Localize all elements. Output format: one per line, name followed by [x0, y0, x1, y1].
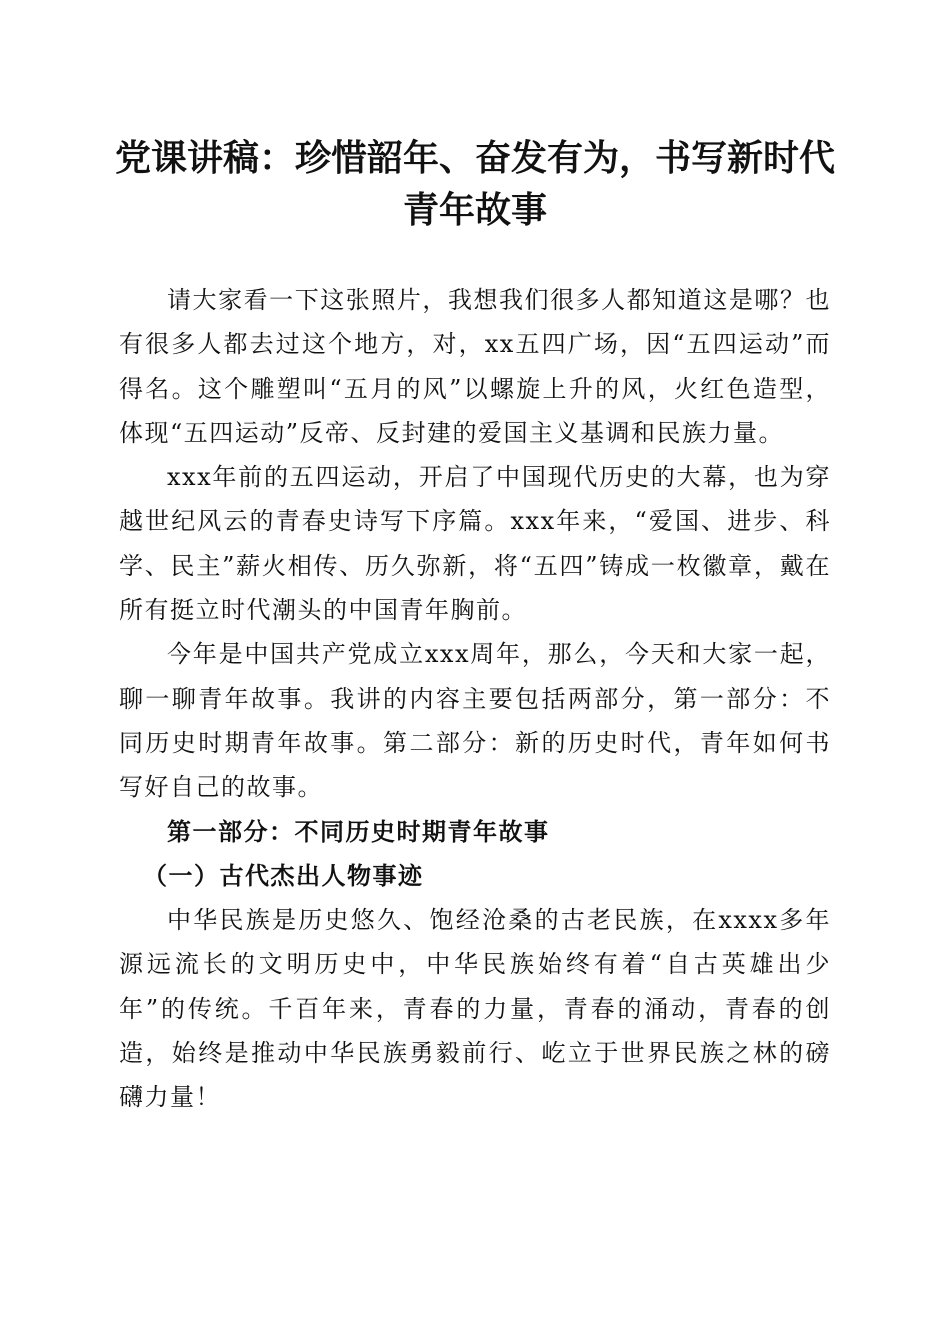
paragraph-intro: 请大家看一下这张照片，我想我们很多人都知道这是哪？也有很多人都去过这个地方，对，xx五四广场，因“五四运动”而得名。这个雕塑叫“五月的风”以螺旋上升的风，火红色造型，体现“五四运动”反帝、反封建的爱国主义基调和民族力量。: [119, 286, 831, 447]
paragraph-topic: 今年是中国共产党成立xxx周年，那么，今天和大家一起，聊一聊青年故事。我讲的内容主要包括两部分，第一部分：不同历史时期青年故事。第二部分：新的历史时代，青年如何书写好自己的故事。: [119, 640, 831, 802]
section-heading: 第一部分：不同历史时期青年故事: [167, 816, 550, 846]
paragraph-may-fourth: xxx年前的五四运动，开启了中国现代历史的大幕，也为穿越世纪风云的青春史诗写下序篇。xxx年来，“爱国、进步、科学、民主”薪火相传、历久弥新，将“五四”铸成一枚徽章，戴在所有挺立时代潮头的中国青年胸前。: [119, 463, 831, 625]
document-body: [119, 278, 831, 1120]
document-title: 党课讲稿：珍惜韶年、奋发有为，书写新时代青年故事: [114, 137, 835, 231]
paragraph-ancient: 中华民族是历史悠久、饱经沧桑的古老民族，在xxxx多年源远流长的文明历史中，中华民族始终有着“自古英雄出少年”的传统。千百年来，青春的力量，青春的涌动，青春的创造，始终是推动中华民族勇毅前行、屹立于世界民族之林的磅礴力量！: [119, 906, 831, 1112]
subsection-heading: （一）古代杰出人物事迹: [143, 860, 424, 890]
